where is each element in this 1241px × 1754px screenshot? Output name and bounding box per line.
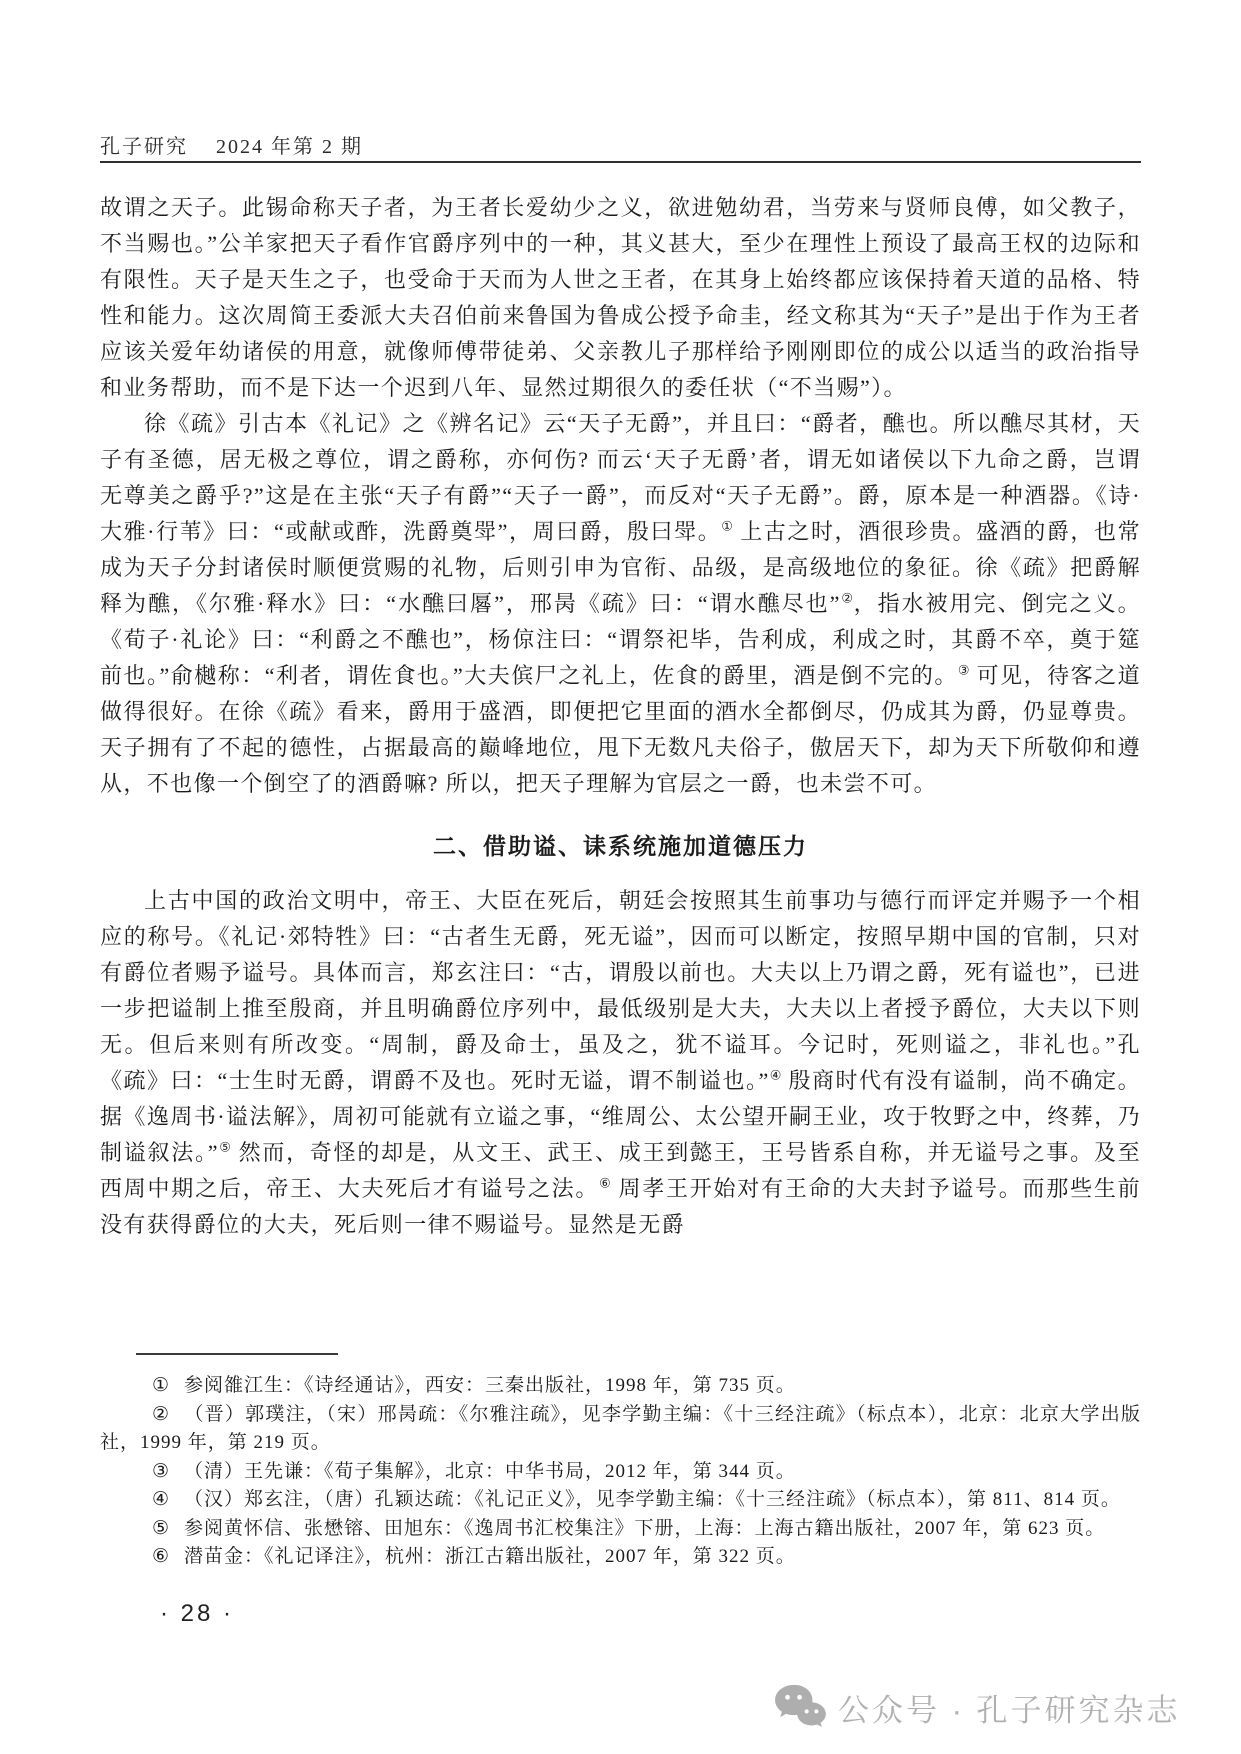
- footnote-number: ⑤: [152, 1517, 171, 1539]
- footnote-ref: ③: [957, 662, 970, 678]
- footnote-item: ② （晋）郭璞注，（宋）邢昺疏：《尔雅注疏》，见李学勤主编：《十三经注疏》（标点本），北京：北京大学出版社，1999 年，第 219 页。: [100, 1403, 1141, 1453]
- page-number: · 28 ·: [160, 1600, 235, 1627]
- footnote-number: ③: [152, 1460, 171, 1482]
- footnote-ref: ①: [721, 518, 734, 534]
- footnote-number: ①: [152, 1375, 171, 1396]
- body-paragraph: 徐《疏》引古本《礼记》之《辨名记》云“天子无爵”，并且曰：“爵者，醮也。所以醮尽其材，天子有圣德，居无极之尊位，谓之爵称，亦何伤? 而云‘天子无爵’者，谓无如诸侯以下九命之爵，岂谓无尊美之爵乎?”这是在主张“天子有爵”“天子一爵”，而反对“天子无爵”。爵，原本是一种酒器。《诗·大雅·行苇》曰：“或献或酢，洗爵奠斝”，周曰爵，殷曰斝。① 上古之时，酒很珍贵。盛酒的爵，也常成为天子分封诸侯时顺便赏赐的礼物，后则引申为官衔、品级，是高级地位的象征。徐《疏》把爵解释为醮，《尔雅·释水》曰：“水醮曰厬”，邢昺《疏》曰：“谓水醮尽也”②，指水被用完、倒完之义。《荀子·礼论》曰：“利爵之不醮也”，杨倞注曰：“谓祭祀毕，告利成，利成之时，其爵不卒，奠于筵前也。”俞樾称：“利者，谓佐食也。”大夫傧尸之礼上，佐食的爵里，酒是倒不完的。③ 可见，待客之道做得很好。在徐《疏》看来，爵用于盛酒，即便把它里面的酒水全都倒尽，仍成其为爵，仍显尊贵。天子拥有了不起的德性，占据最高的巅峰地位，甩下无数凡夫俗子，傲居天下，却为天下所敬仰和遵从，不也像一个倒空了的酒爵嘛? 所以，把天子理解为官层之一爵，也未尝不可。: [100, 411, 1141, 796]
- footnote-ref: ④: [769, 1067, 782, 1083]
- footnote-item: ③ （清）王先谦：《荀子集解》，北京：中华书局，2012 年，第 344 页。: [152, 1460, 796, 1482]
- footnote-separator: [136, 1353, 338, 1355]
- journal-title: 孔子研究: [100, 136, 188, 158]
- article-body: [100, 190, 1141, 1243]
- footnote-number: ⑥: [152, 1546, 171, 1567]
- watermark-text: 公众号 · 孔子研究杂志: [838, 1692, 1181, 1728]
- running-head: [100, 130, 363, 159]
- footnote-ref: ②: [840, 590, 854, 606]
- footnote-item: ④ （汉）郑玄注，（唐）孔颖达疏：《礼记正义》，见李学勤主编：《十三经注疏》（标点本），第 811、814 页。: [152, 1489, 1121, 1510]
- header-rule: [100, 161, 1141, 163]
- footnote-number: ②: [152, 1403, 171, 1425]
- watermark: [772, 1683, 1181, 1731]
- footnote-item: ⑥ 潜苗金：《礼记译注》，杭州：浙江古籍出版社，2007 年，第 322 页。: [152, 1546, 796, 1567]
- body-paragraph: 上古中国的政治文明中，帝王、大臣在死后，朝廷会按照其生前事功与德行而评定并赐予一个相应的称号。《礼记·郊特牲》曰：“古者生无爵，死无谥”，因而可以断定，按照早期中国的官制，只对有爵位者赐予谥号。具体而言，郑玄注曰：“古，谓殷以前也。大夫以上乃谓之爵，死有谥也”，已进一步把谥制上推至殷商，并且明确爵位序列中，最低级别是大夫，大夫以上者授予爵位，大夫以下则无。但后来则有所改变。“周制，爵及命士，虽及之，犹不谥耳。今记时，死则谥之，非礼也。”孔《疏》曰：“士生时无爵，谓爵不及也。死时无谥，谓不制谥也。”④ 殷商时代有没有谥制，尚不确定。据《逸周书·谥法解》，周初可能就有立谥之事，“维周公、太公望开嗣王业，攻于牧野之中，终葬，乃制谥叙法。”⑤ 然而，奇怪的却是，从文王、武王、成王到懿王，王号皆系自称，并无谥号之事。及至西周中期之后，帝王、大夫死后才有谥号之法。⑥ 周孝王开始对有王命的大夫封予谥号。而那些生前没有获得爵位的大夫，死后则一律不赐谥号。显然是无爵: [100, 888, 1142, 1237]
- wechat-icon: [772, 1683, 828, 1731]
- footnote-ref: ⑤: [218, 1139, 232, 1155]
- footnote-item: ⑤ 参阅黄怀信、张懋镕、田旭东：《逸周书汇校集注》下册，上海：上海古籍出版社，2007 年，第 623 页。: [152, 1517, 1106, 1539]
- footnote-item: ① 参阅雒江生：《诗经通诂》，西安：三秦出版社，1998 年，第 735 页。: [152, 1375, 796, 1396]
- footnote-ref: ⑥: [599, 1175, 612, 1191]
- section-heading: 二、借助谥、诔系统施加道德压力: [433, 834, 808, 859]
- footnotes-list: [100, 1372, 1141, 1572]
- issue-label: 2024 年第 2 期: [216, 136, 363, 158]
- footnote-number: ④: [152, 1489, 171, 1510]
- body-paragraph: 故谓之天子。此锡命称天子者，为王者长爱幼少之义，欲进勉幼君，当劳来与贤师良傅，如父教子，不当赐也。”公羊家把天子看作官爵序列中的一种，其义甚大，至少在理性上预设了最高王权的边际和有限性。天子是天生之子，也受命于天而为人世之王者，在其身上始终都应该保持着天道的品格、特性和能力。这次周简王委派大夫召伯前来鲁国为鲁成公授予命圭，经文称其为“天子”是出于作为王者应该关爱年幼诸侯的用意，就像师傅带徒弟、父亲教儿子那样给予刚刚即位的成公以适当的政治指导和业务帮助，而不是下达一个迟到八年、显然过期很久的委任状（“不当赐”）。: [100, 195, 1141, 400]
